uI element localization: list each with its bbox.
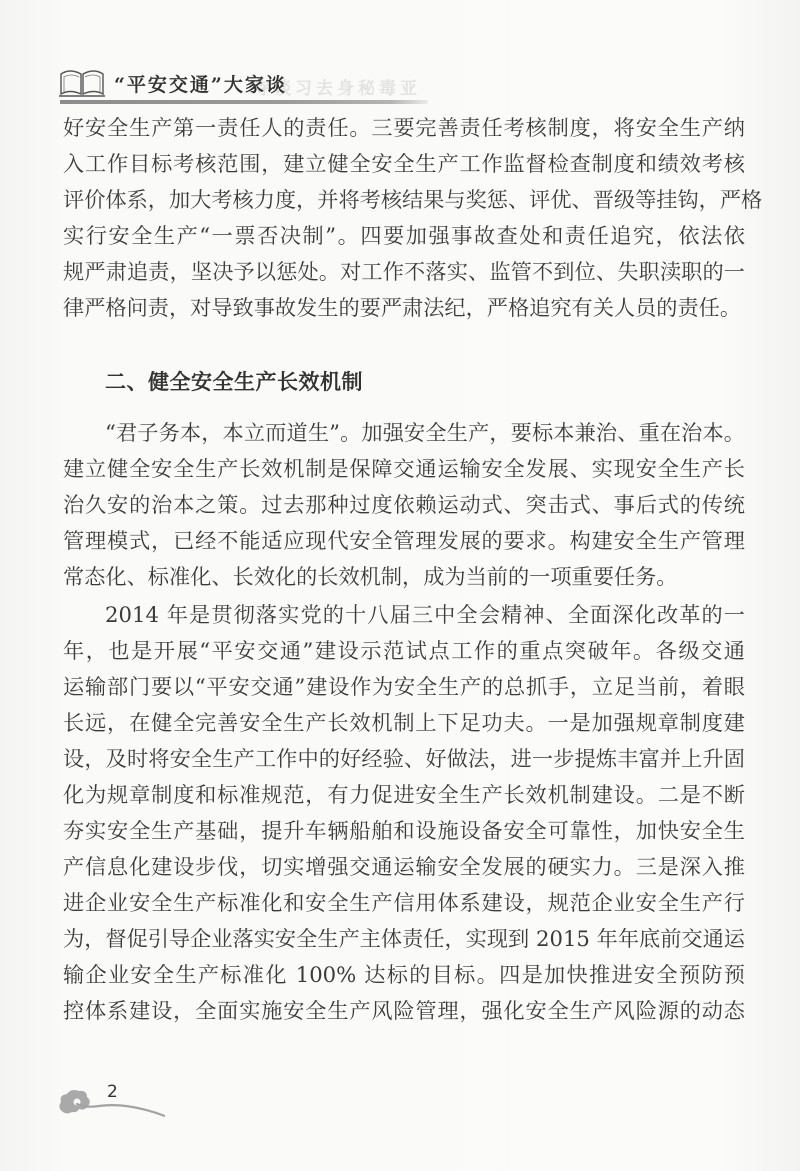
text-line: 管理模式，已经不能适应现代安全管理发展的要求。构建安全生产管理	[63, 528, 745, 553]
page-number: 2	[107, 1082, 118, 1102]
text-line: 2014 年是贯彻落实党的十八届三中全会精神、全面深化改革的一	[105, 602, 745, 627]
text-line: 常态化、标准化、长效化的长效机制，成为当前的一项重要任务。	[63, 564, 678, 589]
text-line: 建立健全安全生产长效机制是保障交通运输安全发展、实现安全生产长	[63, 456, 745, 481]
text-line: 评价体系，加大考核力度，并将考核结果与奖惩、评优、晋级等挂钩，严格	[63, 187, 763, 212]
bleed-through-text: 寺谈习去身秘毒亚	[253, 79, 421, 99]
text-line: 年，也是开展“平安交通”建设示范试点工作的重点突破年。各级交通	[63, 638, 745, 663]
text-line: 控体系建设，全面实施安全生产风险管理，强化安全生产风险源的动态	[63, 998, 745, 1023]
text-line: 进企业安全生产标准化和安全生产信用体系建设，规范企业安全生产行	[63, 890, 745, 915]
text-line: 输企业安全生产标准化 100% 达标的目标。四是加快推进安全预防预	[63, 962, 745, 987]
text-line: “君子务本，本立而道生”。加强安全生产，要标本兼治、重在治本。	[105, 420, 745, 445]
text-line: 好安全生产第一责任人的责任。三要完善责任考核制度，将安全生产纳	[63, 115, 745, 140]
text-line: 治久安的治本之策。过去那种过度依赖运动式、突击式、事后式的传统	[63, 492, 745, 517]
text-line: 为，督促引导企业落实安全生产主体责任，实现到 2015 年年底前交通运	[63, 926, 745, 951]
text-line: 规严肃追责，坚决予以惩处。对工作不落实、监管不到位、失职渎职的一	[63, 259, 745, 284]
page-footer	[55, 1082, 175, 1122]
text-line: 化为规章制度和标准规范，有力促进安全生产长效机制建设。二是不断	[63, 782, 745, 807]
text-line: 长远，在健全完善安全生产长效机制上下足功夫。一是加强规章制度建	[63, 710, 745, 735]
running-header	[58, 64, 758, 104]
text-line: 入工作目标考核范围，建立健全安全生产工作监督检查制度和绩效考核	[63, 151, 745, 176]
text-line: 律严格问责，对导致事故发生的要严肃法纪，严格追究有关人员的责任。	[63, 295, 742, 320]
header-rule	[60, 100, 428, 104]
text-line: 设，及时将安全生产工作中的好经验、好做法，进一步提炼丰富并上升固	[63, 746, 745, 771]
text-line: 产信息化建设步伐，切实增强交通运输安全发展的硬实力。三是深入推	[63, 854, 745, 879]
section-heading: 二、健全安全生产长效机制	[105, 370, 363, 394]
open-book-icon	[58, 66, 106, 98]
text-line: 运输部门要以“平安交通”建设作为安全生产的总抓手，立足当前，着眼	[63, 674, 745, 699]
text-line: 实行安全生产“一票否决制”。四要加强事故查处和责任追究，依法依	[63, 223, 745, 248]
running-header-title: “平安交通”大家谈	[114, 74, 287, 96]
text-line: 夯实安全生产基础，提升车辆船舶和设施设备安全可靠性，加快安全生	[63, 818, 745, 843]
